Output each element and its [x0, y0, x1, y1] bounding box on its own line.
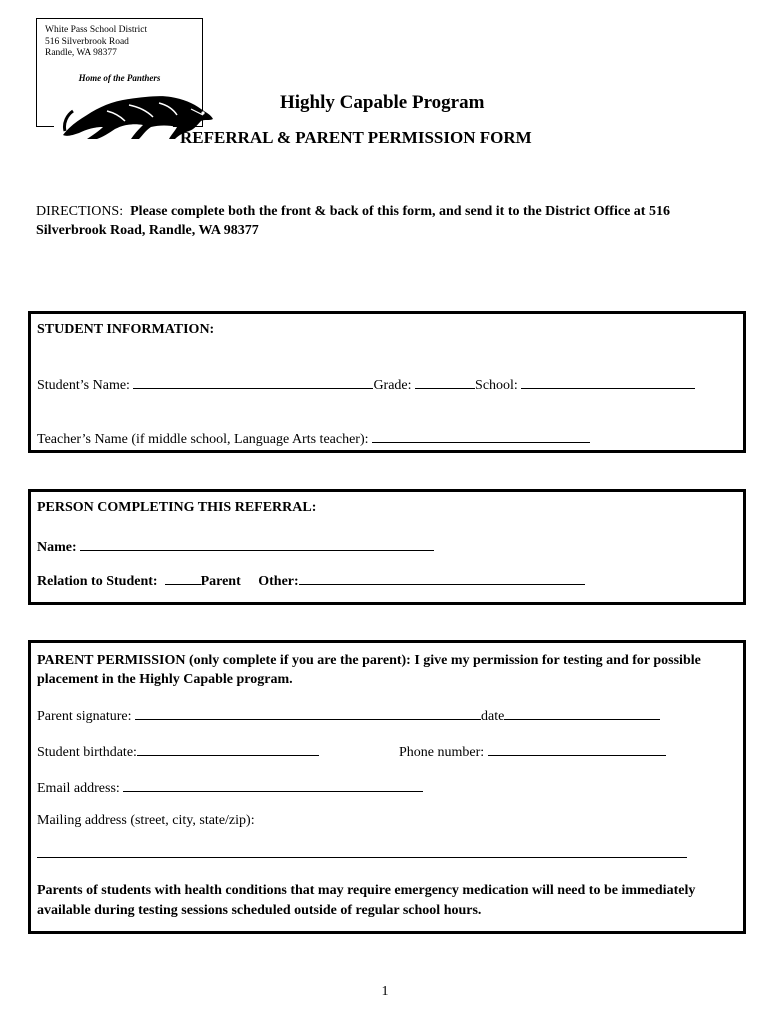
date-label: date — [480, 709, 505, 724]
birthdate-field[interactable] — [137, 741, 319, 756]
form-subtitle: REFERRAL & PARENT PERMISSION FORM — [180, 128, 532, 147]
school-label: School: — [475, 378, 518, 393]
parent-signature-label: Parent signature: — [37, 709, 132, 724]
student-info-heading: STUDENT INFORMATION: — [37, 322, 215, 337]
phone-row — [399, 741, 666, 761]
page-number: 1 — [381, 984, 389, 999]
grade-label: Grade: — [373, 378, 412, 393]
signature-row — [37, 705, 660, 725]
referrer-name-label: Name: — [37, 540, 77, 555]
directions-label: DIRECTIONS: — [36, 204, 124, 219]
student-information-section — [28, 311, 746, 453]
parent-permission-heading: PARENT PERMISSION (only complete if you are the parent): I give my permission for testing and for possible placement in the Highly Capable program. — [37, 653, 701, 687]
directions — [36, 202, 736, 240]
parent-signature-field[interactable] — [135, 705, 481, 720]
district-city: Randle, WA 98377 — [45, 48, 117, 58]
phone-label: Phone number: — [399, 745, 485, 760]
email-label: Email address: — [37, 781, 120, 796]
school-field[interactable] — [521, 374, 695, 389]
district-name: White Pass School District — [45, 25, 148, 35]
birthdate-label: Student birthdate: — [37, 745, 137, 760]
date-field[interactable] — [504, 705, 660, 720]
directions-text: Please complete both the front & back of this form, and send it to the District Office at 516 Silverbrook Road, Randle, WA 98377 — [36, 204, 670, 238]
district-logo-box — [36, 18, 203, 127]
email-row — [37, 777, 423, 797]
person-completing-heading: PERSON COMPLETING THIS REFERRAL: — [37, 500, 317, 515]
other-relation-field[interactable] — [299, 570, 585, 585]
mailing-address-label: Mailing address (street, city, state/zip): — [37, 813, 255, 828]
email-field[interactable] — [123, 777, 423, 792]
page-title: Highly Capable Program — [280, 92, 485, 113]
phone-field[interactable] — [488, 741, 666, 756]
referrer-name-row — [37, 536, 434, 556]
teacher-name-label: Teacher’s Name (if middle school, Language Arts teacher): — [37, 432, 369, 447]
student-name-label: Student’s Name: — [37, 378, 130, 393]
teacher-name-field[interactable] — [372, 428, 590, 443]
health-conditions-note: Parents of students with health conditions that may require emergency medication will need to be immediately available during testing sessions scheduled outside of regular school hours. — [37, 883, 696, 918]
parent-permission-section — [28, 640, 746, 934]
person-completing-section — [28, 489, 746, 605]
parent-checkbox-line[interactable] — [165, 570, 201, 585]
district-motto: Home of the Panthers — [78, 73, 161, 83]
district-street: 516 Silverbrook Road — [45, 36, 129, 47]
mailing-address-field[interactable] — [37, 841, 687, 858]
birthdate-row — [37, 741, 319, 761]
district-address — [45, 25, 147, 60]
relation-row — [37, 570, 585, 590]
student-name-row — [37, 374, 695, 394]
relation-label: Relation to Student: — [37, 574, 158, 589]
referrer-name-field[interactable] — [80, 536, 434, 551]
other-label: Other: — [258, 574, 299, 589]
parent-option-label: Parent — [200, 574, 241, 589]
student-name-field[interactable] — [133, 374, 373, 389]
grade-field[interactable] — [415, 374, 475, 389]
teacher-name-row — [37, 428, 590, 448]
